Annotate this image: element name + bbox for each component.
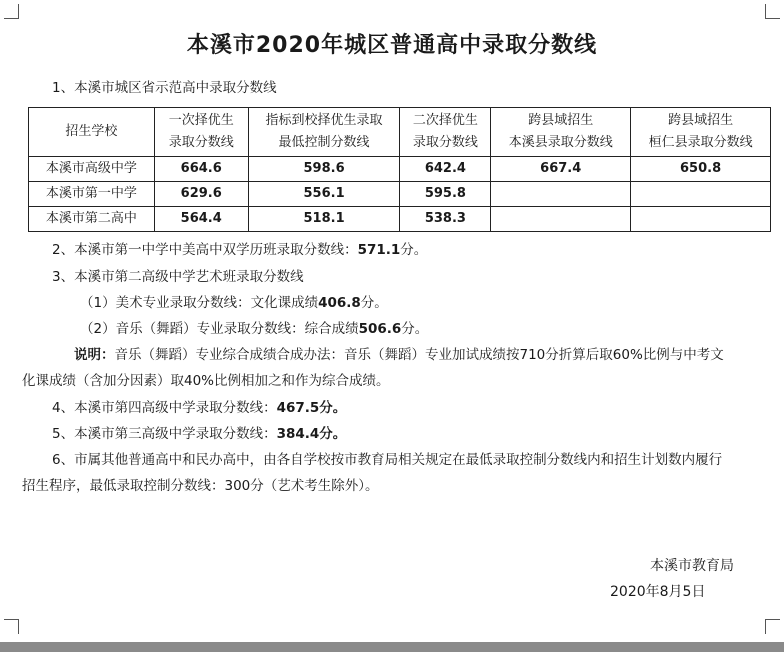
table-row xyxy=(29,182,771,207)
note-line-2: 化课成绩（含加分因素）取40%比例相加之和作为综合成绩。 xyxy=(22,373,390,389)
score-benxi xyxy=(491,182,631,207)
header-second-round: 二次择优生 录取分数线 xyxy=(400,108,491,157)
score-benxi: 667.4 xyxy=(491,157,631,182)
header-first-round: 一次择优生 录取分数线 xyxy=(154,108,248,157)
item-4: 4、本溪市第四高级中学录取分数线：467.5分。 xyxy=(52,400,347,416)
score-quota: 556.1 xyxy=(248,182,400,207)
header-huanren-county: 跨县域招生 桓仁县录取分数线 xyxy=(631,108,771,157)
score-second: 642.4 xyxy=(400,157,491,182)
crop-mark-top-left xyxy=(4,4,19,19)
crop-mark-bottom-right xyxy=(765,619,780,634)
score-first: 664.6 xyxy=(154,157,248,182)
crop-mark-top-right xyxy=(765,4,780,19)
score-first: 629.6 xyxy=(154,182,248,207)
item-6-line-1: 6、市属其他普通高中和民办高中，由各自学校按市教育局相关规定在最低录取控制分数线内和招生计划数内履行 xyxy=(52,452,723,468)
score-second: 538.3 xyxy=(400,207,491,232)
signature-date: 2020年8月5日 xyxy=(610,584,706,600)
school-name: 本溪市第二高中 xyxy=(29,207,155,232)
item-3a: （1）美术专业录取分数线：文化课成绩406.8分。 xyxy=(80,295,388,311)
signature-org: 本溪市教育局 xyxy=(650,558,734,574)
item-3b: （2）音乐（舞蹈）专业录取分数线：综合成绩506.6分。 xyxy=(80,321,429,337)
score-first: 564.4 xyxy=(154,207,248,232)
header-school: 招生学校 xyxy=(29,108,155,157)
score-table xyxy=(28,107,771,232)
table-row xyxy=(29,157,771,182)
item-5: 5、本溪市第三高级中学录取分数线：384.4分。 xyxy=(52,426,347,442)
note-line-1: 说明：音乐（舞蹈）专业综合成绩合成办法：音乐（舞蹈）专业加试成绩按710分折算后取60%比例与中考文 xyxy=(74,347,724,363)
school-name: 本溪市第一中学 xyxy=(29,182,155,207)
table-row xyxy=(29,207,771,232)
score-huanren xyxy=(631,207,771,232)
item-2: 2、本溪市第一中学中美高中双学历班录取分数线：571.1分。 xyxy=(52,242,428,258)
bottom-scroll-bar xyxy=(0,642,784,652)
header-quota: 指标到校择优生录取 最低控制分数线 xyxy=(248,108,400,157)
score-quota: 518.1 xyxy=(248,207,400,232)
item-6-line-2: 招生程序，最低录取控制分数线：300分（艺术考生除外）。 xyxy=(22,478,379,494)
header-benxi-county: 跨县域招生 本溪县录取分数线 xyxy=(491,108,631,157)
score-benxi xyxy=(491,207,631,232)
table-header-row xyxy=(29,108,771,157)
document-title: 本溪市2020年城区普通高中录取分数线 xyxy=(186,33,598,58)
score-second: 595.8 xyxy=(400,182,491,207)
crop-mark-bottom-left xyxy=(4,619,19,634)
score-huanren: 650.8 xyxy=(631,157,771,182)
item-3-heading: 3、本溪市第二高级中学艺术班录取分数线 xyxy=(52,269,304,285)
score-huanren xyxy=(631,182,771,207)
score-quota: 598.6 xyxy=(248,157,400,182)
section-1-heading: 1、本溪市城区省示范高中录取分数线 xyxy=(52,80,277,96)
school-name: 本溪市高级中学 xyxy=(29,157,155,182)
